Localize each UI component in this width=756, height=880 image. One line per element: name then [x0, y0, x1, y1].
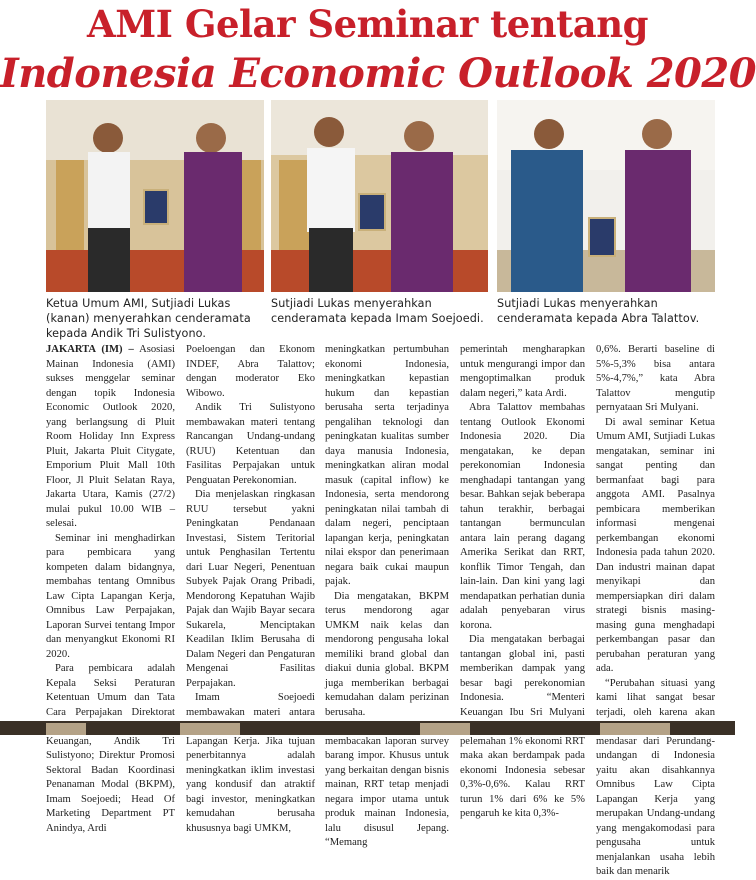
body-column-4: [460, 343, 585, 822]
body-paragraph: Poeloengan dan Ekonom INDEF, Abra Talattov; dengan moderator Eko Wibowo.: [186, 344, 315, 399]
dateline: JAKARTA (IM) –: [46, 344, 134, 355]
body-paragraph: Abra Talattov membahas tentang Outlook Ekonomi Indonesia 2020. Dia mengatakan, ke depan perekonomian Indonesia menghadapi tantangan yang besar. Bahkan sejak beberapa tahun terakhir, berbagai tantangan bermunculan antara lain perang dagang Amerika Serikat dan RRT, konflik Timor Tengah, dan lain-lain. Dan kini yang lagi mendapatkan perhatian dunia adalah penyebaran virus korona.: [460, 402, 585, 631]
strip-block: [600, 723, 670, 735]
bottom-photo-strip: [0, 721, 735, 735]
body-paragraph: Di awal seminar Ketua Umum AMI, Sutjiadi Lukas mengatakan, seminar ini sangat penting dan bermanfaat bagi para anggota AMI. Pasalnya pembicara memberikan informasi mengenai perkembangan ekonomi Indonesia pada tahun 2020. Dan industri mainan dapat menyikapi dan mempersiapkan diri dalam strategi bisnis masing-masing guna menghadapi perkembangan pasar dan perubahan peraturan yang ada.: [596, 416, 715, 674]
body-column-1: [46, 343, 175, 836]
body-paragraph: Seminar ini menghadirkan para pembicara yang kompeten dalam bidangnya, membahas tentang Omnibus Law Cipta Lapangan Kerja, Omnibus Law Perpajakan, Laporan Survei tentang Impor dan menyangkut Ekonomi RI 2020.: [46, 532, 175, 660]
body-column-5: [596, 343, 715, 880]
body-paragraph: Dia mengatakan, BKPM terus mendorong agar UMKM naik kelas dan mendorong pengusaha lokal memiliki brand global dan diakui dunia global. BKPM juga memberikan berbagai kemudahan dalam perizinan berusaha.: [325, 590, 449, 718]
strip-block: [180, 723, 240, 735]
photo-2: [271, 100, 488, 292]
body-paragraph: membacakan laporan survey barang impor. Khusus untuk yang berkaitan dengan bisnis mainan, RRT tetap menjadi negara impor utama untuk produk mainan Indonesia, lalu disusul Jepang. “Memang: [325, 735, 449, 848]
body-paragraph: JAKARTA (IM) – Asosiasi Mainan Indonesia (AMI) sukses menggelar seminar dengan topik Indonesia Economic Outlook 2020, yang berlangsung di Pluit Room Holiday Inn Express Pluit, Jakarta Pluit Citygate, Emporium Pluit Mall 10th Floor, Jl Pluit Selatan Raya, Jakarta Utara, Kamis (27/2) mulai pukul 10.00 WIB – selesai.: [46, 344, 175, 529]
headline-line-2: Indonesia Economic Outlook 2020: [0, 50, 756, 97]
body-paragraph: Imam Soejoedi membawakan materi antara Lapangan Kerja. Jika tujuan penerbitannya adalah meningkatkan iklim investasi yang kondusif dan atraktif bagi investor, meningkatkan kemudahan berusaha khususnya bagi UMKM,: [186, 692, 315, 834]
article-body: [0, 343, 735, 877]
photo-3-caption: Sutjiadi Lukas menyerahkan cenderamata kepada Abra Talattov.: [497, 297, 700, 325]
photo-2-caption: Sutjiadi Lukas menyerahkan cenderamata kepada Imam Soejoedi.: [271, 297, 484, 325]
body-paragraph: pemerintah mengharapkan untuk mengurangi impor dan mengoptimalkan produk dalam negeri,” kata Ardi.: [460, 344, 585, 399]
body-paragraph: meningkatkan pertumbuhan ekonomi Indonesia, meningkatkan kepastian hukum dan kepastian berusaha serta terjadinya pengalihan teknologi dan peningkatan kualitas sumber daya manusia Indonesia, meningkatkan aliran modal masuk (capital inflow) ke Indonesia, serta mendorong peningkatan nilai tambah di dalam negeri, penciptaan lapangan kerja, peningkatan nilai ekspor dan penerimaan negara baik cukai maupun pajak.: [325, 344, 449, 587]
body-paragraph: “Perubahan situasi yang kami lihat sangat besar terjadi, oleh karena akan mendasar dari Perundang-undangan di Indonesia yaitu akan disahkannya Omnibus Law Cipta Lapangan Kerja yang merupakan Undang-undang yang mengakomodasi para pengusaha untuk menjalankan usaha lebih baik dan menarik: [596, 677, 715, 877]
strip-block: [46, 723, 86, 735]
body-paragraph: Dia menjelaskan ringkasan RUU tersebut yakni Peningkatan Pendanaan Investasi, Sistem Teritorial untuk Penghasilan Tertentu dari Luar Negeri, Penentuan Subyek Pajak Orang Pribadi, Mendorong Kepatuhan Wajib Pajak dan Wajib Bayar secara Sukarela, Menciptakan Keadilan Iklim Berusaha di Dalam Negeri dan Pengaturan Mengenai Fasilitas Perpajakan.: [186, 489, 315, 689]
body-column-2: [186, 343, 315, 836]
body-column-3: [325, 343, 449, 851]
body-paragraph: Dia mengatakan berbagai tantangan global ini, pasti memberikan dampak yang besar bagi perekonomian Indonesia. “Menteri Keuangan Ibu Sri Mulyani pelemahan 1% ekonomi RRT maka akan berdampak pada ekonomi Indonesia sebesar 0,3%-0,6%. Kalau RRT turun 1% dari 6% ke 5% pengaruh ke kita 0,3%-: [460, 634, 585, 819]
body-paragraph: Para pembicara adalah Kepala Seksi Peraturan Ketentuan Umum dan Tata Cara Perpajakan Direktorat Keuangan, Andik Tri Sulistyono; Direktur Promosi Sektoral Badan Koordinasi Penanaman Modal (BKPM), Imam Soejoedi; Head Of Marketing Department PT Anindya, Ardi: [46, 663, 175, 834]
photo-1-caption: Ketua Umum AMI, Sutjiadi Lukas (kanan) menyerahkan cenderamata kepada Andik Tri Sulistyono.: [46, 297, 251, 340]
photo-1: [46, 100, 264, 292]
body-paragraph: Andik Tri Sulistyono membawakan materi tentang Rancangan Undang-undang (RUU) Ketentuan dan Fasilitas Perpajakan untuk Penguatan Perekonomian.: [186, 402, 315, 486]
photo-3: [497, 100, 715, 292]
body-paragraph: 0,6%. Berarti baseline di 5%-5,3% bisa antara 5%-4,7%,” kata Abra Talattov mengutip pernyataan Sri Mulyani.: [596, 344, 715, 413]
strip-block: [420, 723, 470, 735]
headline-line-1: AMI Gelar Seminar tentang: [87, 2, 648, 46]
